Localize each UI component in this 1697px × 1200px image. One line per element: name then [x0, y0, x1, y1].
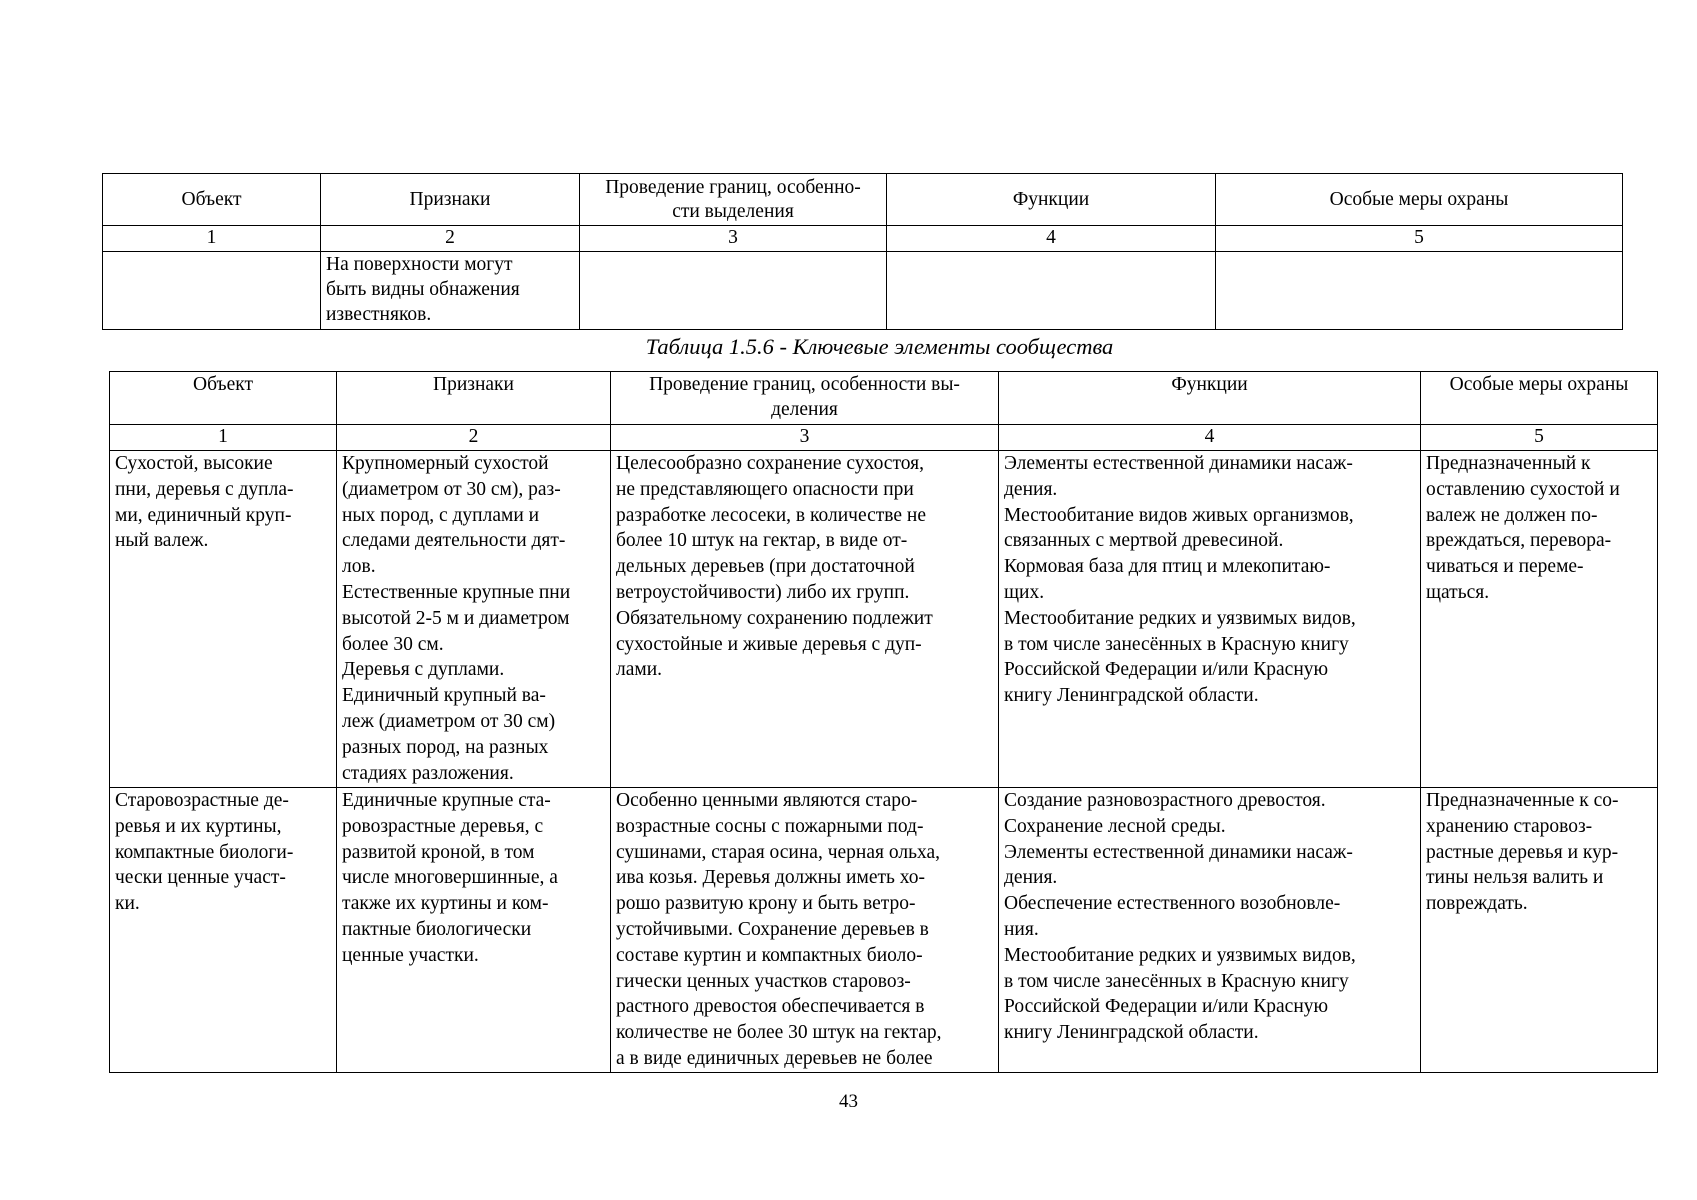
col-number: 4 — [999, 425, 1421, 451]
table-row — [110, 451, 1658, 788]
col-number: 5 — [1421, 425, 1658, 451]
table-cell: Элементы естественной динамики насаж- дения. Местообитание видов живых организмов, связанных с мертвой древесиной. Кормовая база для птиц и млекопитаю- щих. Местообитание редких и уязвимых видов, в том числе занесённых в Красную книгу Российской Федерации и/или Красную книгу Ленинградской области. — [999, 451, 1421, 788]
header-object: Объект — [110, 372, 337, 425]
top-header-signs: Признаки — [321, 174, 580, 226]
table-cell: Единичные крупные ста- ровозрастные деревья, с развитой кроной, в том числе многовершинные, а также их куртины и ком- пактные биологически ценные участки. — [337, 788, 611, 1073]
col-number: 1 — [110, 425, 337, 451]
page-number: 43 — [839, 1091, 858, 1112]
table-row — [103, 252, 1623, 330]
header-functions: Функции — [999, 372, 1421, 425]
table-cell — [1216, 252, 1623, 330]
table-cell: Сухостой, высокие пни, деревья с дупла- ми, единичный круп- ный валеж. — [110, 451, 337, 788]
key-elements-table — [109, 371, 1658, 1073]
table-cell: Предназначенный к оставлению сухостой и валеж не должен по- вреждаться, перевора- чиваться и переме- щаться. — [1421, 451, 1658, 788]
top-header-functions: Функции — [887, 174, 1216, 226]
header-protection: Особые меры охраны — [1421, 372, 1658, 425]
table-cell: Особенно ценными являются старо- возрастные сосны с пожарными под- сушинами, старая осина, черная ольха, ива козья. Деревья должны иметь хо- рошо развитую крону и быть ветро- устойчивыми. Сохранение деревьев в составе куртин и компактных биоло- гически ценных участков старовоз- растного древостоя обеспечивается в количестве не более 30 штук на гектар, а в виде единичных деревьев не более — [611, 788, 999, 1073]
main-table-number-row — [110, 425, 1658, 451]
top-header-object: Объект — [103, 174, 321, 226]
table-cell — [887, 252, 1216, 330]
top-header-protection: Особые меры охраны — [1216, 174, 1623, 226]
table-cell: Старовозрастные де- ревья и их куртины, компактные биологи- чески ценные участ- ки. — [110, 788, 337, 1073]
table-cell: Целесообразно сохранение сухостоя, не представляющего опасности при разработке лесосеки, в количестве не более 10 штук на гектар, в виде от- дельных деревьев (при достаточной ветроустойчивости) либо их групп. Обязательному сохранению подлежит сухостойные и живые деревья с дуп- лами. — [611, 451, 999, 788]
top-table — [102, 173, 1623, 330]
header-signs: Признаки — [337, 372, 611, 425]
top-header-boundaries: Проведение границ, особенно- сти выделения — [580, 174, 887, 226]
top-table-header-row — [103, 174, 1623, 226]
top-col-number: 3 — [580, 226, 887, 252]
header-boundaries: Проведение границ, особенности вы- деления — [611, 372, 999, 425]
table-cell — [580, 252, 887, 330]
main-table-header-row — [110, 372, 1658, 425]
table-row — [110, 788, 1658, 1073]
table-caption: Таблица 1.5.6 - Ключевые элементы сообщества — [645, 334, 1114, 359]
top-col-number: 5 — [1216, 226, 1623, 252]
top-table-number-row — [103, 226, 1623, 252]
table-cell: На поверхности могут быть видны обнажения известняков. — [321, 252, 580, 330]
table-cell: Создание разновозрастного древостоя. Сохранение лесной среды. Элементы естественной динамики насаж- дения. Обеспечение естественного возобновле- ния. Местообитание редких и уязвимых видов, в том числе занесённых в Красную книгу Российской Федерации и/или Красную книгу Ленинградской области. — [999, 788, 1421, 1073]
top-col-number: 1 — [103, 226, 321, 252]
table-cell — [103, 252, 321, 330]
col-number: 3 — [611, 425, 999, 451]
col-number: 2 — [337, 425, 611, 451]
top-col-number: 4 — [887, 226, 1216, 252]
top-col-number: 2 — [321, 226, 580, 252]
table-cell: Предназначенные к со- хранению старовоз- растные деревья и кур- тины нельзя валить и повреждать. — [1421, 788, 1658, 1073]
table-cell: Крупномерный сухостой (диаметром от 30 см), раз- ных пород, с дуплами и следами деятельности дят- лов. Естественные крупные пни высотой 2-5 м и диаметром более 30 см. Деревья с дуплами. Единичный крупный ва- леж (диаметром от 30 см) разных пород, на разных стадиях разложения. — [337, 451, 611, 788]
